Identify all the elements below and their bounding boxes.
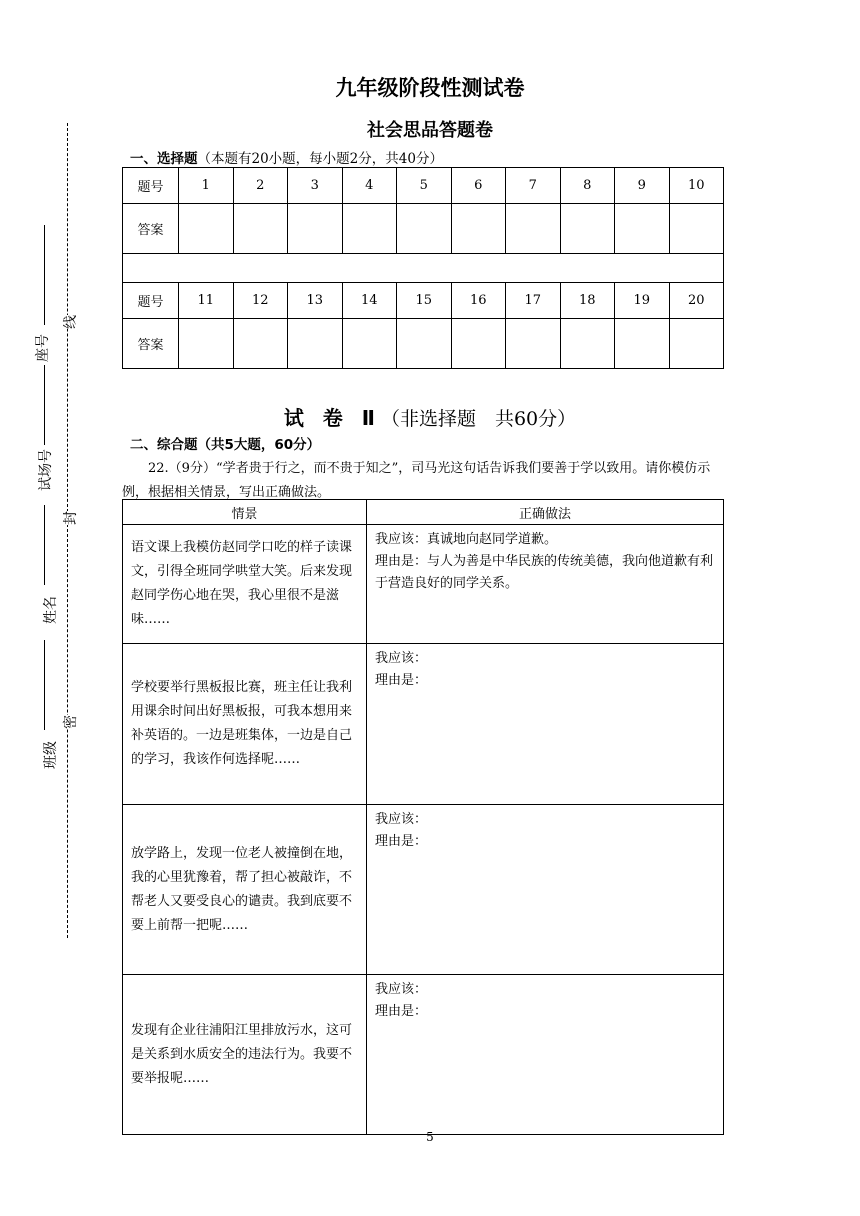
question-number: 7 xyxy=(506,168,561,204)
answer-area[interactable] xyxy=(367,644,724,805)
answer-cell[interactable] xyxy=(179,319,234,369)
question-number-row xyxy=(123,168,724,204)
question-number-row xyxy=(123,283,724,319)
question-number: 16 xyxy=(451,283,506,319)
margin-class-label: 班级 xyxy=(43,741,59,769)
margin-name-label: 姓名 xyxy=(43,596,59,624)
answer-cell[interactable] xyxy=(288,319,343,369)
question-number: 8 xyxy=(560,168,615,204)
name-blank xyxy=(44,505,45,585)
answer-cell[interactable] xyxy=(233,204,288,254)
scenario-text: 学校要举行黑板报比赛，班主任让我利用课余时间出好黑板报，可我本想用来补英语的。一边是班集体，一边是自己的学习，我该作何选择呢…… xyxy=(123,644,367,805)
section1-note: （本题有20小题，每小题2分，共40分） xyxy=(197,151,443,167)
answer-cell[interactable] xyxy=(179,204,234,254)
question-number: 11 xyxy=(179,283,234,319)
scenario-text: 发现有企业往浦阳江里排放污水，这可是关系到水质安全的违法行为。我要不要举报呢…… xyxy=(123,975,367,1135)
section2-heading xyxy=(130,433,320,453)
answer-cell[interactable] xyxy=(288,204,343,254)
should-line: 我应该： xyxy=(375,812,428,827)
reason-line: 理由是： xyxy=(375,834,428,849)
answer-area[interactable] xyxy=(367,975,724,1135)
question-number: 2 xyxy=(233,168,288,204)
question-number: 12 xyxy=(233,283,288,319)
column-header-situation: 情景 xyxy=(123,500,367,525)
scenario-row xyxy=(123,525,724,644)
answer-cell[interactable] xyxy=(615,319,670,369)
answer-cell[interactable] xyxy=(397,319,452,369)
reason-line: 理由是： xyxy=(375,1004,428,1019)
margin-line-label: 线 xyxy=(60,315,80,329)
answer-row xyxy=(123,319,724,369)
scenario-text: 放学路上，发现一位老人被撞倒在地，我的心里犹豫着，帮了担心被敲诈，不帮老人又要受良心的谴责。我到底要不要上前帮一把呢…… xyxy=(123,805,367,975)
page-title: 九年级阶段性测试卷 xyxy=(335,76,525,100)
answer-cell[interactable] xyxy=(506,319,561,369)
answer-cell[interactable] xyxy=(669,319,724,369)
question-number: 5 xyxy=(397,168,452,204)
section1-title: 一、选择题 xyxy=(130,151,198,167)
reason-line: 理由是： xyxy=(375,673,428,688)
row-label-number: 题号 xyxy=(123,283,179,319)
question-number: 18 xyxy=(560,283,615,319)
question-number: 6 xyxy=(451,168,506,204)
question-number: 14 xyxy=(342,283,397,319)
scenario-text: 语文课上我模仿赵同学口吃的样子读课文，引得全班同学哄堂大笑。后来发现赵同学伤心地在哭，我心里很不是滋味…… xyxy=(123,525,367,644)
should-line: 我应该： xyxy=(375,651,428,666)
should-line: 我应该：真诚地向赵同学道歉。 xyxy=(375,532,558,547)
question-number: 1 xyxy=(179,168,234,204)
answer-cell[interactable] xyxy=(342,319,397,369)
binding-dashed-line xyxy=(67,123,68,938)
question-22-header-row xyxy=(123,500,724,525)
exam-part-two-note: （非选择题 共60分） xyxy=(380,408,577,430)
choice-answer-grid xyxy=(122,167,724,369)
reason-line: 理由是：与人为善是中华民族的传统美德，我向他道歉有利于营造良好的同学关系。 xyxy=(375,554,714,591)
question-22-table xyxy=(122,499,724,1135)
answer-row xyxy=(123,204,724,254)
answer-cell[interactable] xyxy=(669,204,724,254)
scenario-row xyxy=(123,975,724,1135)
exam-part-two-label: 试 卷 Ⅱ xyxy=(283,406,381,430)
answer-cell[interactable] xyxy=(506,204,561,254)
class-blank xyxy=(44,640,45,730)
page-number: 5 xyxy=(426,1130,434,1144)
answer-cell[interactable] xyxy=(233,319,288,369)
answer-cell[interactable] xyxy=(560,204,615,254)
question-number: 9 xyxy=(615,168,670,204)
answer-area[interactable] xyxy=(367,525,724,644)
row-label-answer: 答案 xyxy=(123,319,179,369)
answer-cell[interactable] xyxy=(451,204,506,254)
spacer-cell xyxy=(123,254,724,283)
scenario-row xyxy=(123,644,724,805)
spacer-row xyxy=(123,254,724,283)
should-line: 我应该： xyxy=(375,982,428,997)
question-number: 13 xyxy=(288,283,343,319)
answer-cell[interactable] xyxy=(397,204,452,254)
margin-exam-room-label: 试场号 xyxy=(38,449,54,491)
section1-heading xyxy=(130,147,443,167)
scenario-row xyxy=(123,805,724,975)
question-number: 20 xyxy=(669,283,724,319)
margin-secret-label: 密 xyxy=(60,715,80,729)
exam-part-two-heading xyxy=(0,402,860,431)
page-subtitle: 社会思品答题卷 xyxy=(367,120,493,141)
question-number: 19 xyxy=(615,283,670,319)
question-number: 10 xyxy=(669,168,724,204)
section2-title: 二、综合题（共5大题，60分） xyxy=(130,437,321,453)
answer-cell[interactable] xyxy=(451,319,506,369)
seat-blank xyxy=(44,225,45,325)
answer-cell[interactable] xyxy=(615,204,670,254)
question-22-prompt: 22.（9分）“学者贵于行之，而不贵于知之”，司马光这句话告诉我们要善于学以致用。请你模仿示例，根据相关情景，写出正确做法。 xyxy=(122,461,711,500)
answer-cell[interactable] xyxy=(342,204,397,254)
answer-area[interactable] xyxy=(367,805,724,975)
margin-seat-label: 座号 xyxy=(35,334,51,362)
question-number: 4 xyxy=(342,168,397,204)
margin-seal-label: 封 xyxy=(60,511,80,525)
question-number: 3 xyxy=(288,168,343,204)
question-number: 15 xyxy=(397,283,452,319)
column-header-action: 正确做法 xyxy=(367,500,724,525)
answer-cell[interactable] xyxy=(560,319,615,369)
row-label-answer: 答案 xyxy=(123,204,179,254)
question-number: 17 xyxy=(506,283,561,319)
row-label-number: 题号 xyxy=(123,168,179,204)
